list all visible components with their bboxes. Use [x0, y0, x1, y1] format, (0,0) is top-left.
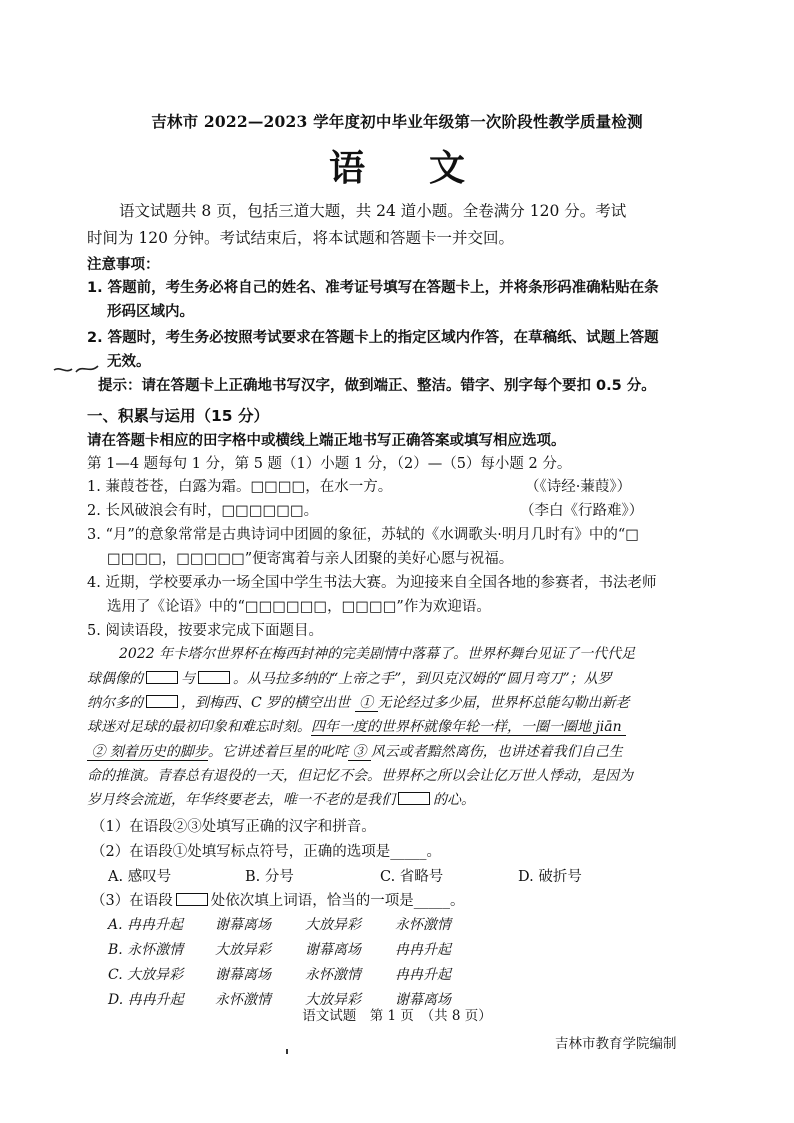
subject-title: 语文: [328, 147, 529, 189]
blank-3: ③: [348, 744, 371, 761]
intro-line-1: 语文试题共 8 页，包括三道大题，共 24 道小题。全卷满分 120 分。考试: [119, 202, 627, 220]
section-1-instruction: 请在答题卡相应的田字格中或横线上端正地书写正确答案或填写相应选项。: [87, 433, 566, 449]
option-2c: C. 省略号: [380, 869, 444, 885]
scan-speck: [285, 1048, 290, 1055]
passage-line-5: ② 刻着历史的脚步。它讲述着巨星的叱咤 ③ 风云或者黯然离伤，也讲述着我们自己生: [87, 741, 623, 761]
passage-line-6: 命的推演。青春总有退役的一天，但记忆不会。世界杯之所以会让亿万世人悸动，是因为: [87, 768, 633, 784]
passage-line-1: 2022 年卡塔尔世界杯在梅西封神的完美剧情中落幕了。世界杯舞台见证了一代代足: [119, 646, 636, 662]
note-1-line-1: 1. 答题前，考生务必将自己的姓名、准考证号填写在答题卡上，并将条形码准确粘贴在条: [87, 280, 659, 296]
option-3d-4: 谢幕离场: [395, 992, 451, 1008]
question-2: 2. 长风破浪会有时，□□□□□□。: [87, 503, 319, 519]
question-3-line-1: 3. “月”的意象常常是古典诗词中团圆的象征，苏轼的《水调歌头·明月几时有》中的“□: [87, 527, 639, 543]
question-4-line-2: 选用了《论语》中的“□□□□□□，□□□□”作为欢迎语。: [107, 599, 491, 615]
publisher-label: 吉林市教育学院编制: [555, 1036, 677, 1052]
section-1-heading: 一、积累与运用（15 分）: [87, 407, 269, 425]
question-2-source: （李白《行路难》）: [520, 503, 644, 519]
option-3a-1: A. 冉冉升起: [108, 917, 184, 933]
option-3d-3: 大放异彩: [305, 992, 361, 1008]
intro-line-2: 时间为 120 分钟。考试结束后，将本试题和答题卡一并交回。: [87, 229, 514, 247]
option-2d: D. 破折号: [518, 869, 582, 885]
note-1-line-2: 形码区域内。: [107, 304, 194, 320]
option-3b-3: 谢幕离场: [305, 942, 361, 958]
question-1: 1. 蒹葭苍苍，白露为霜。□□□□，在水一方。: [87, 479, 393, 495]
exam-title: 吉林市 2022—2023 学年度初中毕业年级第一次阶段性教学质量检测: [151, 112, 643, 131]
blank-1: ①: [355, 695, 378, 712]
question-3-line-2: □□□□，□□□□□”便寄寓着与亲人团聚的美好心愿与祝福。: [107, 551, 514, 567]
passage-line-4: 球迷对足球的最初印象和难忘时刻。四年一度的世界杯就像年轮一样，一圈一圈地 jiān: [87, 716, 626, 736]
option-3c-4: 冉冉升起: [395, 967, 451, 983]
question-4-line-1: 4. 近期，学校要承办一场全国中学生书法大赛。为迎接来自全国各地的参赛者，书法老师: [87, 575, 657, 591]
passage-line-2: 球偶像的 与 。从马拉多纳的“上帝之手”，到贝克汉姆的“圆月弯刀”；从罗: [87, 671, 612, 687]
note-2-line-1: 2. 答题时，考生务必按照考试要求在答题卡上的指定区域内作答，在草稿纸、试题上答题: [87, 330, 659, 346]
underlined-sentence: 四年一度的世界杯就像年轮一样，一圈一圈地: [311, 719, 591, 735]
blank-box: [398, 792, 430, 805]
writing-tip: 提示：请在答题卡上正确地书写汉字，做到端正、整洁。错字、别字每个要扣 0.5 分。: [98, 378, 656, 394]
option-3b-2: 大放异彩: [215, 942, 271, 958]
blank-box: [176, 893, 208, 906]
blank-box: [146, 695, 178, 708]
section-1-scoring: 第 1—4 题每句 1 分，第 5 题（1）小题 1 分，（2）—（5）每小题 2 分。: [87, 456, 572, 472]
option-3c-3: 永怀激情: [305, 967, 361, 983]
option-3b-4: 冉冉升起: [395, 942, 451, 958]
option-3d-2: 永怀激情: [215, 992, 271, 1008]
note-2-line-2: 无效。: [107, 354, 151, 370]
passage-line-7: 岁月终会流逝，年华终要老去，唯一不老的是我们 的心。: [87, 792, 475, 808]
blank-2: ②: [87, 744, 110, 761]
pinyin-blank: jiān: [591, 719, 626, 736]
passage-line-3: 纳尔多的 ，到梅西、C 罗的横空出世 ① 无论经过多少届，世界杯总能勾勒出新老: [87, 695, 630, 711]
page-footer: 语文试题 第 1 页 （共 8 页）: [302, 1008, 492, 1024]
option-3b-1: B. 永怀激情: [108, 942, 184, 958]
option-3a-3: 大放异彩: [305, 917, 361, 933]
question-1-source: （《诗经·蒹葭》）: [525, 479, 632, 495]
option-3a-4: 永怀激情: [395, 917, 451, 933]
option-3d-1: D. 冉冉升起: [108, 992, 184, 1008]
option-3c-1: C. 大放异彩: [108, 967, 184, 983]
option-3a-2: 谢幕离场: [215, 917, 271, 933]
option-2b: B. 分号: [245, 869, 294, 885]
sub-question-2: （2）在语段①处填写标点符号，正确的选项是_____。: [91, 844, 441, 860]
sub-question-1: （1）在语段②③处填写正确的汉字和拼音。: [91, 819, 376, 835]
question-5: 5. 阅读语段，按要求完成下面题目。: [87, 623, 323, 639]
blank-box: [198, 671, 230, 684]
ink-scribble: [52, 360, 104, 376]
sub-question-3: （3）在语段 处依次填上词语，恰当的一项是_____。: [91, 893, 465, 909]
blank-box: [146, 671, 178, 684]
notes-heading: 注意事项：: [87, 257, 160, 273]
option-3c-2: 谢幕离场: [215, 967, 271, 983]
option-2a: A. 感叹号: [108, 869, 172, 885]
